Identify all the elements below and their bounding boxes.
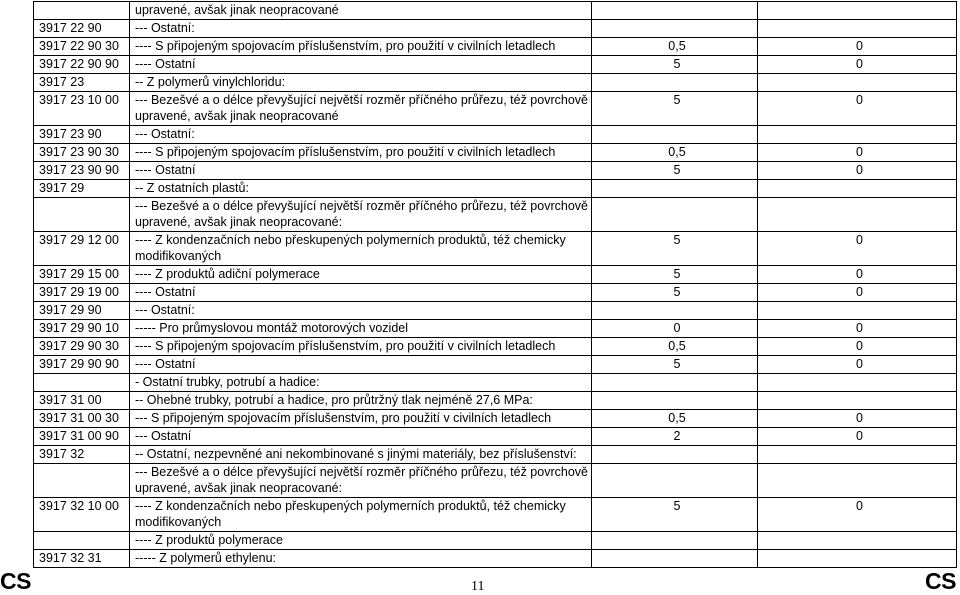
minimum-rate-cell bbox=[758, 302, 957, 320]
table-row bbox=[34, 232, 957, 266]
table-row bbox=[34, 446, 957, 464]
table-row bbox=[34, 410, 957, 428]
description-cell: -- Z polymerů vinylchloridu: bbox=[130, 74, 592, 92]
description-cell: ---- Ostatní bbox=[130, 356, 592, 374]
tariff-code-cell: 3917 29 19 00 bbox=[34, 284, 130, 302]
description-cell: --- Bezešvé a o délce převyšující největší rozměr příčného průřezu, též povrchově upravené, avšak jinak neopracované bbox=[130, 92, 592, 126]
tariff-code-cell: 3917 32 bbox=[34, 446, 130, 464]
description-cell: ---- S připojeným spojovacím příslušenstvím, pro použití v civilních letadlech bbox=[130, 38, 592, 56]
table-row bbox=[34, 266, 957, 284]
minimum-rate-cell: 0 bbox=[758, 56, 957, 74]
minimum-rate-cell: 0 bbox=[758, 428, 957, 446]
minimum-rate-cell bbox=[758, 464, 957, 498]
description-cell: --- Ostatní bbox=[130, 428, 592, 446]
description-cell: ---- Ostatní bbox=[130, 162, 592, 180]
minimum-rate-cell: 0 bbox=[758, 284, 957, 302]
table-row bbox=[34, 198, 957, 232]
duty-rate-cell bbox=[592, 126, 758, 144]
tariff-code-cell: 3917 31 00 30 bbox=[34, 410, 130, 428]
minimum-rate-cell bbox=[758, 532, 957, 550]
description-cell: --- Bezešvé a o délce převyšující největší rozměr příčného průřezu, též povrchově upravené, avšak jinak neopracované: bbox=[130, 198, 592, 232]
duty-rate-cell: 0,5 bbox=[592, 38, 758, 56]
tariff-code-cell: 3917 29 90 90 bbox=[34, 356, 130, 374]
table-row bbox=[34, 532, 957, 550]
description-cell: --- Ostatní: bbox=[130, 20, 592, 38]
description-cell: ---- Z kondenzačních nebo přeskupených polymerních produktů, též chemicky modifikovaných bbox=[130, 498, 592, 532]
minimum-rate-cell bbox=[758, 180, 957, 198]
table-row bbox=[34, 162, 957, 180]
duty-rate-cell bbox=[592, 180, 758, 198]
duty-rate-cell bbox=[592, 74, 758, 92]
tariff-code-cell: 3917 29 bbox=[34, 180, 130, 198]
description-cell: upravené, avšak jinak neopracované bbox=[130, 2, 592, 20]
tariff-code-cell bbox=[34, 2, 130, 20]
table-row bbox=[34, 92, 957, 126]
description-cell: --- Bezešvé a o délce převyšující největší rozměr příčného průřezu, též povrchově upravené, avšak jinak neopracované: bbox=[130, 464, 592, 498]
tariff-code-cell: 3917 29 90 bbox=[34, 302, 130, 320]
footer-language-mark-right: CS bbox=[925, 568, 956, 594]
table-row bbox=[34, 428, 957, 446]
tariff-code-cell: 3917 23 90 30 bbox=[34, 144, 130, 162]
duty-rate-cell: 0,5 bbox=[592, 144, 758, 162]
minimum-rate-cell bbox=[758, 126, 957, 144]
description-cell: ---- Ostatní bbox=[130, 56, 592, 74]
minimum-rate-cell: 0 bbox=[758, 144, 957, 162]
duty-rate-cell: 5 bbox=[592, 266, 758, 284]
description-cell: --- Ostatní: bbox=[130, 302, 592, 320]
tariff-code-cell: 3917 29 15 00 bbox=[34, 266, 130, 284]
minimum-rate-cell: 0 bbox=[758, 498, 957, 532]
minimum-rate-cell bbox=[758, 550, 957, 568]
duty-rate-cell: 0,5 bbox=[592, 338, 758, 356]
tariff-code-cell bbox=[34, 198, 130, 232]
minimum-rate-cell bbox=[758, 74, 957, 92]
table-row bbox=[34, 126, 957, 144]
table-row bbox=[34, 320, 957, 338]
tariff-table bbox=[33, 1, 957, 568]
duty-rate-cell bbox=[592, 446, 758, 464]
minimum-rate-cell: 0 bbox=[758, 338, 957, 356]
tariff-code-cell: 3917 32 10 00 bbox=[34, 498, 130, 532]
tariff-code-cell: 3917 31 00 90 bbox=[34, 428, 130, 446]
tariff-code-cell: 3917 32 31 bbox=[34, 550, 130, 568]
duty-rate-cell bbox=[592, 532, 758, 550]
minimum-rate-cell bbox=[758, 198, 957, 232]
duty-rate-cell bbox=[592, 374, 758, 392]
minimum-rate-cell: 0 bbox=[758, 410, 957, 428]
duty-rate-cell: 5 bbox=[592, 498, 758, 532]
description-cell: ---- S připojeným spojovacím příslušenstvím, pro použití v civilních letadlech bbox=[130, 338, 592, 356]
table-row bbox=[34, 20, 957, 38]
tariff-code-cell: 3917 22 90 90 bbox=[34, 56, 130, 74]
tariff-code-cell: 3917 22 90 30 bbox=[34, 38, 130, 56]
minimum-rate-cell: 0 bbox=[758, 320, 957, 338]
minimum-rate-cell bbox=[758, 20, 957, 38]
duty-rate-cell bbox=[592, 464, 758, 498]
description-cell: --- Ostatní: bbox=[130, 126, 592, 144]
tariff-code-cell: 3917 29 12 00 bbox=[34, 232, 130, 266]
description-cell: ---- Z produktů polymerace bbox=[130, 532, 592, 550]
tariff-code-cell: 3917 23 90 bbox=[34, 126, 130, 144]
minimum-rate-cell: 0 bbox=[758, 356, 957, 374]
table-row bbox=[34, 374, 957, 392]
description-cell: -- Ohebné trubky, potrubí a hadice, pro průtržný tlak nejméně 27,6 MPa: bbox=[130, 392, 592, 410]
duty-rate-cell bbox=[592, 20, 758, 38]
description-cell: ----- Pro průmyslovou montáž motorových vozidel bbox=[130, 320, 592, 338]
table-row bbox=[34, 302, 957, 320]
duty-rate-cell bbox=[592, 302, 758, 320]
tariff-code-cell: 3917 31 00 bbox=[34, 392, 130, 410]
table-row bbox=[34, 144, 957, 162]
tariff-table-body bbox=[34, 2, 957, 568]
description-cell: ----- Z polymerů ethylenu: bbox=[130, 550, 592, 568]
description-cell: ---- Z produktů adiční polymerace bbox=[130, 266, 592, 284]
description-cell: ---- S připojeným spojovacím příslušenstvím, pro použití v civilních letadlech bbox=[130, 144, 592, 162]
duty-rate-cell: 0,5 bbox=[592, 410, 758, 428]
duty-rate-cell bbox=[592, 198, 758, 232]
tariff-code-cell: 3917 23 10 00 bbox=[34, 92, 130, 126]
table-row bbox=[34, 74, 957, 92]
duty-rate-cell: 5 bbox=[592, 284, 758, 302]
duty-rate-cell: 5 bbox=[592, 56, 758, 74]
duty-rate-cell: 2 bbox=[592, 428, 758, 446]
minimum-rate-cell bbox=[758, 2, 957, 20]
table-row bbox=[34, 356, 957, 374]
duty-rate-cell bbox=[592, 392, 758, 410]
minimum-rate-cell bbox=[758, 392, 957, 410]
description-cell: ---- Z kondenzačních nebo přeskupených polymerních produktů, též chemicky modifikovaných bbox=[130, 232, 592, 266]
duty-rate-cell: 5 bbox=[592, 232, 758, 266]
minimum-rate-cell bbox=[758, 374, 957, 392]
tariff-code-cell bbox=[34, 374, 130, 392]
table-row bbox=[34, 498, 957, 532]
minimum-rate-cell: 0 bbox=[758, 162, 957, 180]
duty-rate-cell: 5 bbox=[592, 356, 758, 374]
tariff-code-cell bbox=[34, 532, 130, 550]
duty-rate-cell bbox=[592, 550, 758, 568]
description-cell: ---- Ostatní bbox=[130, 284, 592, 302]
table-row bbox=[34, 56, 957, 74]
description-cell: -- Ostatní, nezpevněné ani nekombinované s jinými materiály, bez příslušenství: bbox=[130, 446, 592, 464]
minimum-rate-cell: 0 bbox=[758, 92, 957, 126]
duty-rate-cell: 5 bbox=[592, 162, 758, 180]
footer-language-mark-left: CS bbox=[0, 568, 31, 594]
minimum-rate-cell: 0 bbox=[758, 266, 957, 284]
tariff-code-cell: 3917 23 90 90 bbox=[34, 162, 130, 180]
table-row bbox=[34, 338, 957, 356]
table-row bbox=[34, 38, 957, 56]
table-row bbox=[34, 550, 957, 568]
description-cell: --- S připojeným spojovacím příslušenstvím, pro použití v civilních letadlech bbox=[130, 410, 592, 428]
table-row bbox=[34, 284, 957, 302]
minimum-rate-cell: 0 bbox=[758, 232, 957, 266]
description-cell: - Ostatní trubky, potrubí a hadice: bbox=[130, 374, 592, 392]
duty-rate-cell: 5 bbox=[592, 92, 758, 126]
minimum-rate-cell: 0 bbox=[758, 38, 957, 56]
duty-rate-cell: 0 bbox=[592, 320, 758, 338]
table-row bbox=[34, 180, 957, 198]
minimum-rate-cell bbox=[758, 446, 957, 464]
tariff-code-cell: 3917 29 90 30 bbox=[34, 338, 130, 356]
duty-rate-cell bbox=[592, 2, 758, 20]
tariff-code-cell: 3917 23 bbox=[34, 74, 130, 92]
tariff-code-cell: 3917 29 90 10 bbox=[34, 320, 130, 338]
page-number: 11 bbox=[471, 579, 485, 594]
tariff-code-cell: 3917 22 90 bbox=[34, 20, 130, 38]
table-row bbox=[34, 392, 957, 410]
tariff-code-cell bbox=[34, 464, 130, 498]
description-cell: -- Z ostatních plastů: bbox=[130, 180, 592, 198]
table-row bbox=[34, 2, 957, 20]
table-row bbox=[34, 464, 957, 498]
